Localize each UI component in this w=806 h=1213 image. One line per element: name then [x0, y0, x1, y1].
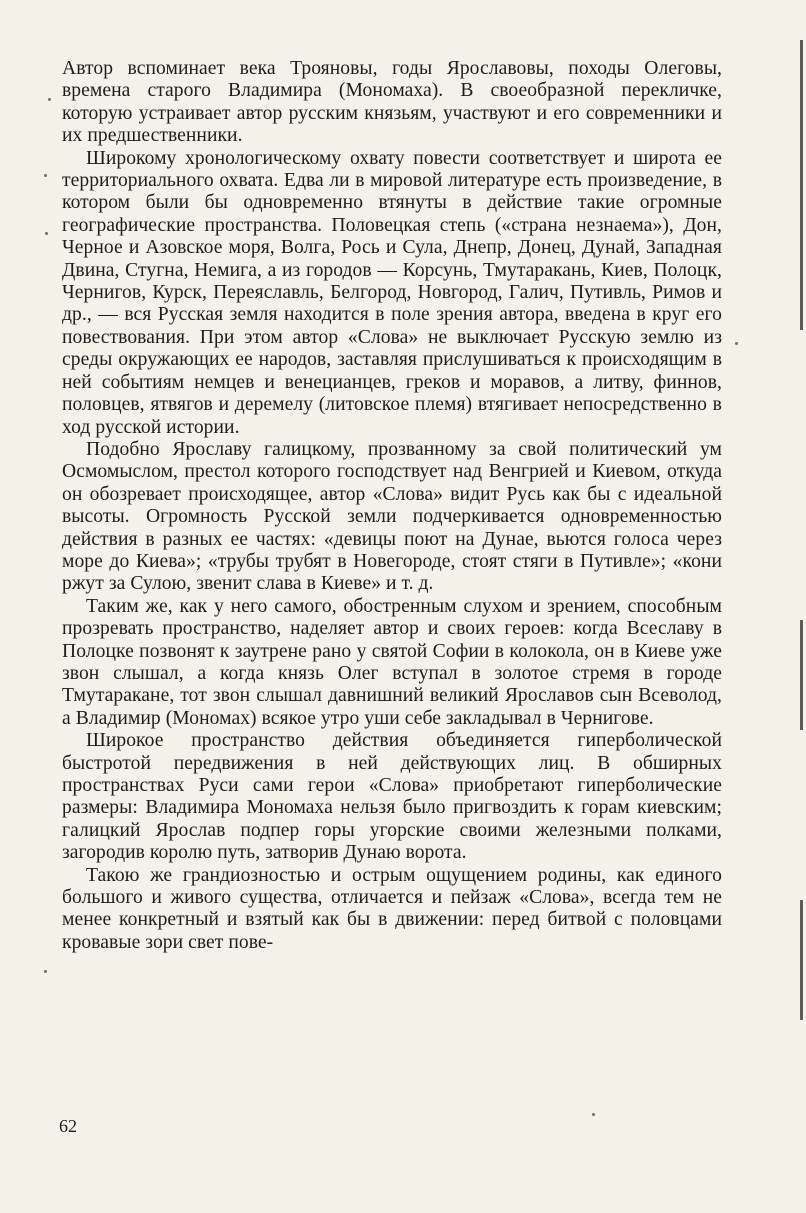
scan-speck	[44, 174, 47, 177]
page-number: 62	[59, 1116, 77, 1136]
paragraph-3: Подобно Ярославу галицкому, прозванному за свой политический ум Осмомыслом, престол которого господствует над Венгрией и Киевом, откуда он обозревает происходящее, автор «Слова» видит Русь как бы с идеальной высоты. Огромность Русской земли подчеркивается одновременностью действия в разных ее частях: «девицы поют на Дунае, вьются голоса через море до Киева»; «трубы трубят в Новегороде, стоят стяги в Путивле»; «кони ржут за Сулою, звенит слава в Киеве» и т. д.	[62, 438, 722, 595]
scan-speck	[735, 342, 738, 345]
paragraph-1: Автор вспоминает века Трояновы, годы Ярославовы, походы Олеговы, времена старого Владимира (Мономаха). В своеобразной перекличке, которую устраивает автор русским князьям, участвуют и его современники и их предшественники.	[62, 58, 722, 147]
scan-speck	[45, 232, 48, 235]
body-text	[62, 58, 722, 954]
paragraph-6: Такою же грандиозностью и острым ощущением родины, как единого большого и живого существа, отличается и пейзаж «Слова», всегда тем не менее конкретный и взятый как бы в движении: перед битвой с половцами кровавые зори свет пове-	[62, 864, 722, 953]
scan-edge-mark-middle	[800, 620, 803, 730]
paragraph-2: Широкому хронологическому охвату повести соответствует и широта ее территориального охвата. Едва ли в мировой литературе есть произведение, в котором были бы одновременно втянуты в действие такие огромные географические пространства. Половецкая степь («страна незнаема»), Дон, Черное и Азовское моря, Волга, Рось и Сула, Днепр, Донец, Дунай, Западная Двина, Стугна, Немига, а из городов — Корсунь, Тмутаракань, Киев, Полоцк, Чернигов, Курск, Переяславль, Белгород, Новгород, Галич, Путивль, Римов и др., — вся Русская земля находится в поле зрения автора, введена в круг его повествования. При этом автор «Слова» не выключает Русскую землю из среды окружающих ее народов, заставляя прислушиваться к происходящим в ней событиям немцев и венецианцев, греков и моравов, а литву, финнов, половцев, ятвягов и деремелу (литовское племя) втягивает непосредственно в ход русской истории.	[62, 147, 722, 438]
scan-speck	[48, 98, 51, 101]
scan-edge-mark-top	[800, 40, 803, 330]
scan-edge-mark-bottom	[800, 900, 803, 1020]
paragraph-5: Широкое пространство действия объединяется гиперболической быстротой передвижения в ней действующих лиц. В обширных пространствах Руси сами герои «Слова» приобретают гиперболические размеры: Владимира Мономаха нельзя было пригвоздить к горам киевским; галицкий Ярослав подпер горы угорские своими железными полками, загородив королю путь, затворив Дунаю ворота.	[62, 730, 722, 864]
paragraph-4: Таким же, как у него самого, обостренным слухом и зрением, способным прозревать пространство, наделяет автор и своих героев: когда Всеславу в Полоцке позвонят к заутрене рано у святой Софии в колокола, он в Киеве уже звон слышал, а когда князь Олег вступал в золотое стремя в городе Тмутаракане, тот звон слышал давнишний великий Ярославов сын Всеволод, а Владимир (Мономах) всякое утро уши себе закладывал в Чернигове.	[62, 595, 722, 729]
scan-speck	[592, 1113, 595, 1116]
scan-speck	[44, 970, 47, 973]
